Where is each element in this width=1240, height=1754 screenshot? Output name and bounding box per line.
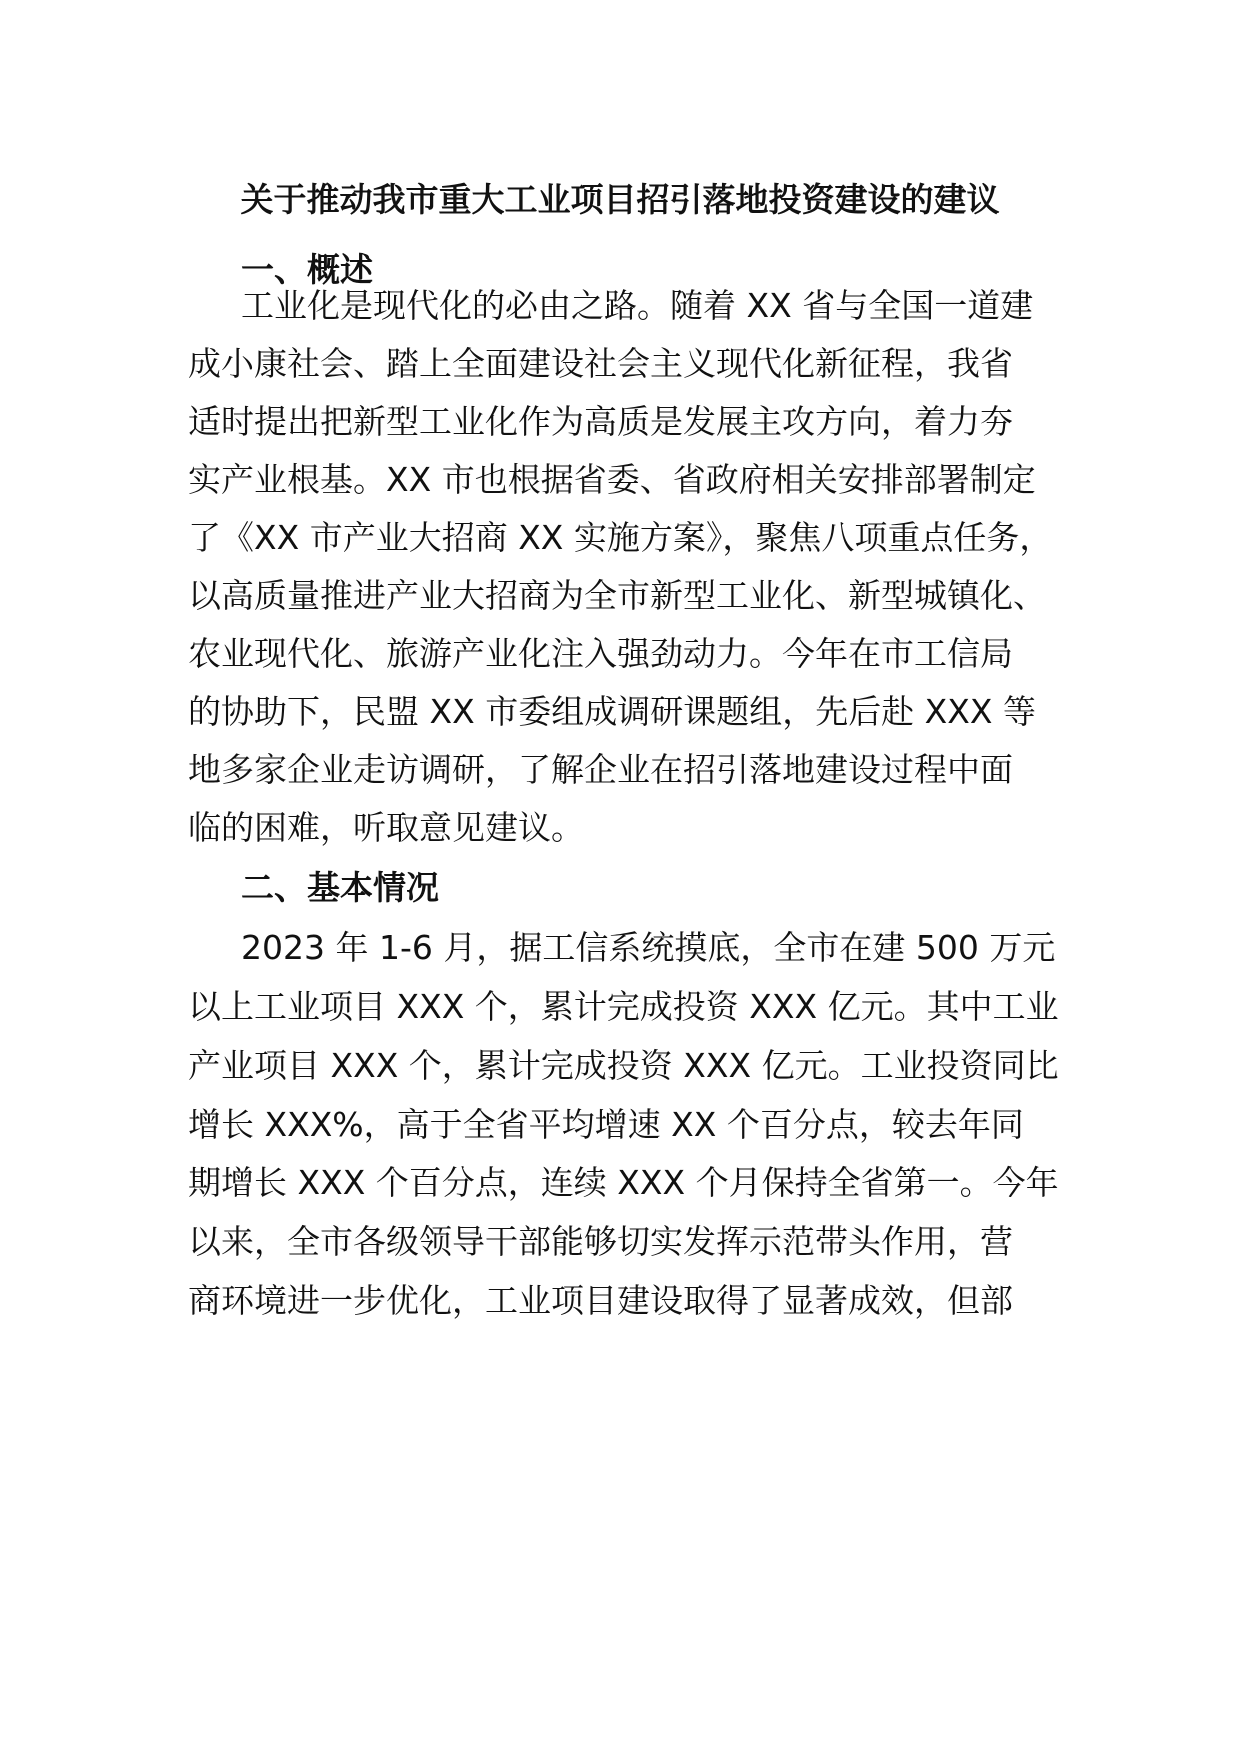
paragraph-line: 农业现代化、旅游产业化注入强劲动力。今年在市工信局 — [188, 634, 1013, 673]
section-heading-overview: 一、概述 — [241, 250, 373, 289]
paragraph-line: 临的困难，听取意见建议。 — [188, 808, 584, 847]
document-title: 关于推动我市重大工业项目招引落地投资建设的建议 — [240, 180, 1000, 219]
paragraph-line: 商环境进一步优化，工业项目建设取得了显著成效，但部 — [188, 1281, 1013, 1320]
paragraph-line: 实产业根基。XX 市也根据省委、省政府相关安排部署制定 — [188, 460, 1036, 499]
paragraph-line: 工业化是现代化的必由之路。随着 XX 省与全国一道建 — [241, 286, 1034, 325]
paragraph-line: 的协助下，民盟 XX 市委组成调研课题组，先后赴 XXX 等 — [188, 692, 1036, 731]
paragraph-line: 2023 年 1-6 月，据工信系统摸底，全市在建 500 万元 — [241, 928, 1056, 967]
paragraph-line: 成小康社会、踏上全面建设社会主义现代化新征程，我省 — [188, 344, 1013, 383]
section-heading-basic-situation: 二、基本情况 — [241, 868, 439, 907]
paragraph-line: 产业项目 XXX 个，累计完成投资 XXX 亿元。工业投资同比 — [188, 1046, 1059, 1085]
paragraph-line: 以高质量推进产业大招商为全市新型工业化、新型城镇化、 — [188, 576, 1046, 615]
paragraph-line: 以上工业项目 XXX 个，累计完成投资 XXX 亿元。其中工业 — [188, 987, 1059, 1026]
paragraph-line: 增长 XXX%，高于全省平均增速 XX 个百分点，较去年同 — [188, 1105, 1024, 1144]
paragraph-line: 期增长 XXX 个百分点，连续 XXX 个月保持全省第一。今年 — [188, 1163, 1059, 1202]
paragraph-line: 地多家企业走访调研，了解企业在招引落地建设过程中面 — [188, 750, 1013, 789]
paragraph-line: 适时提出把新型工业化作为高质是发展主攻方向，着力夯 — [188, 402, 1013, 441]
paragraph-line: 了《XX 市产业大招商 XX 实施方案》，聚焦八项重点任务， — [188, 518, 1053, 557]
paragraph-line: 以来，全市各级领导干部能够切实发挥示范带头作用，营 — [188, 1222, 1013, 1261]
